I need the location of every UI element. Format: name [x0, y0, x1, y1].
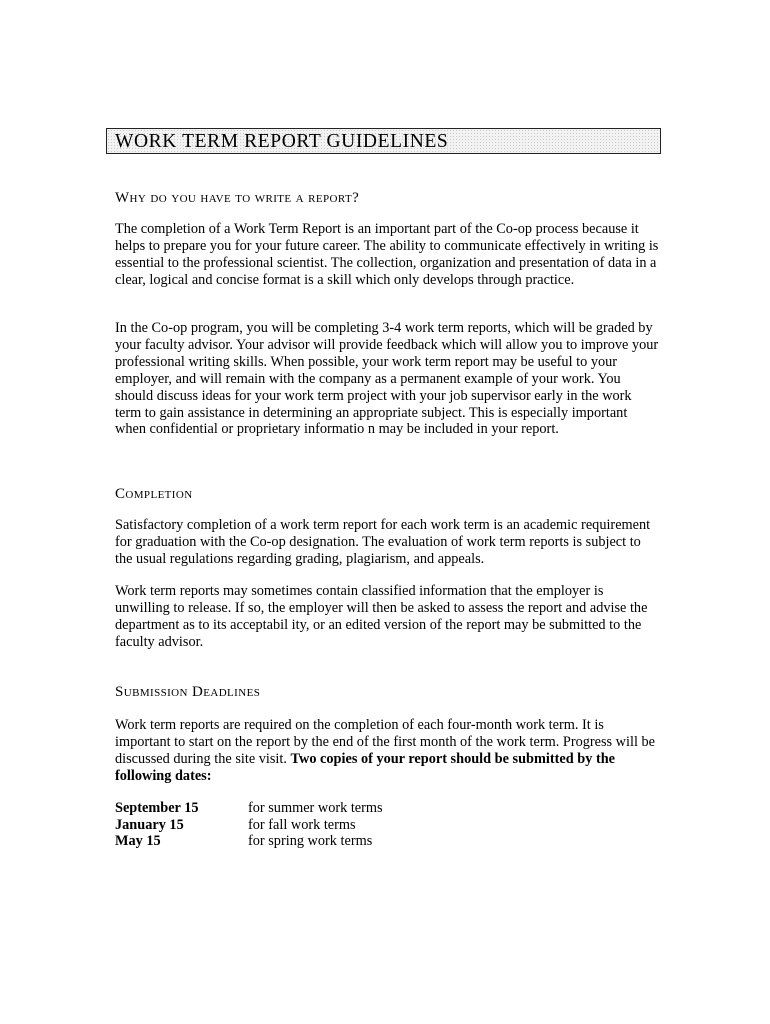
- heading-why: Why do you have to write a report?: [115, 190, 360, 206]
- deadline-term: for spring work terms: [248, 833, 373, 849]
- paragraph-completion-2: Work term reports may sometimes contain classified information that the employer is unwilling to release. If so, the employer will then be asked to assess the report and advise the department as to its acceptabil ity, or an edited version of the report may be submitted to the faculty advisor.: [115, 583, 648, 650]
- document-title: WORK TERM REPORT GUIDELINES: [115, 131, 449, 152]
- paragraph-why-2: In the Co-op program, you will be completing 3-4 work term reports, which will be graded by your faculty advisor. Your advisor will provide feedback which will allow you to improve your professional writing skills. When possible, your work term report may be useful to your employer, and will remain with the company as a permanent example of your work. You should discuss ideas for your work term project with your job supervisor early in the work term to gain assistance in determining an appropriate subject. This is especially important when confidential or proprietary informatio n may be included in your report.: [115, 320, 659, 438]
- paragraph-submission: [115, 717, 660, 785]
- deadline-row: [115, 833, 383, 850]
- title-banner: [106, 128, 661, 154]
- submission-text: Work term reports are required on the completion of each four-month work term. It is important to start on the report by the end of the first month of the work term. Progress will be discussed during the site visit.: [115, 717, 655, 767]
- deadline-date: September 15: [115, 800, 199, 816]
- heading-submission: Submission Deadlines: [115, 684, 261, 700]
- heading-completion: Completion: [115, 486, 193, 502]
- paragraph-completion-1: Satisfactory completion of a work term report for each work term is an academic requirement for graduation with the Co-op designation. The evaluation of work term reports is subject to the usual regulations regarding grading, plagiarism, and appeals.: [115, 517, 651, 567]
- deadline-term: for fall work terms: [248, 816, 356, 833]
- submission-text-bold: Two copies of your report should be submitted by the following dates:: [115, 750, 616, 784]
- deadline-date: January 15: [115, 816, 184, 833]
- deadline-row: [115, 817, 383, 834]
- deadline-list: [115, 800, 383, 850]
- deadline-row: [115, 800, 383, 817]
- paragraph-why-1: The completion of a Work Term Report is an important part of the Co-op process because it helps to prepare you for your future career. The ability to communicate effectively in writing is essential to the professional scientist. The collection, organization and presentation of data in a clear, logical and concise format is a skill which only develops through practice.: [115, 221, 659, 288]
- deadline-date: May 15: [115, 833, 161, 849]
- deadline-term: for summer work terms: [248, 800, 383, 816]
